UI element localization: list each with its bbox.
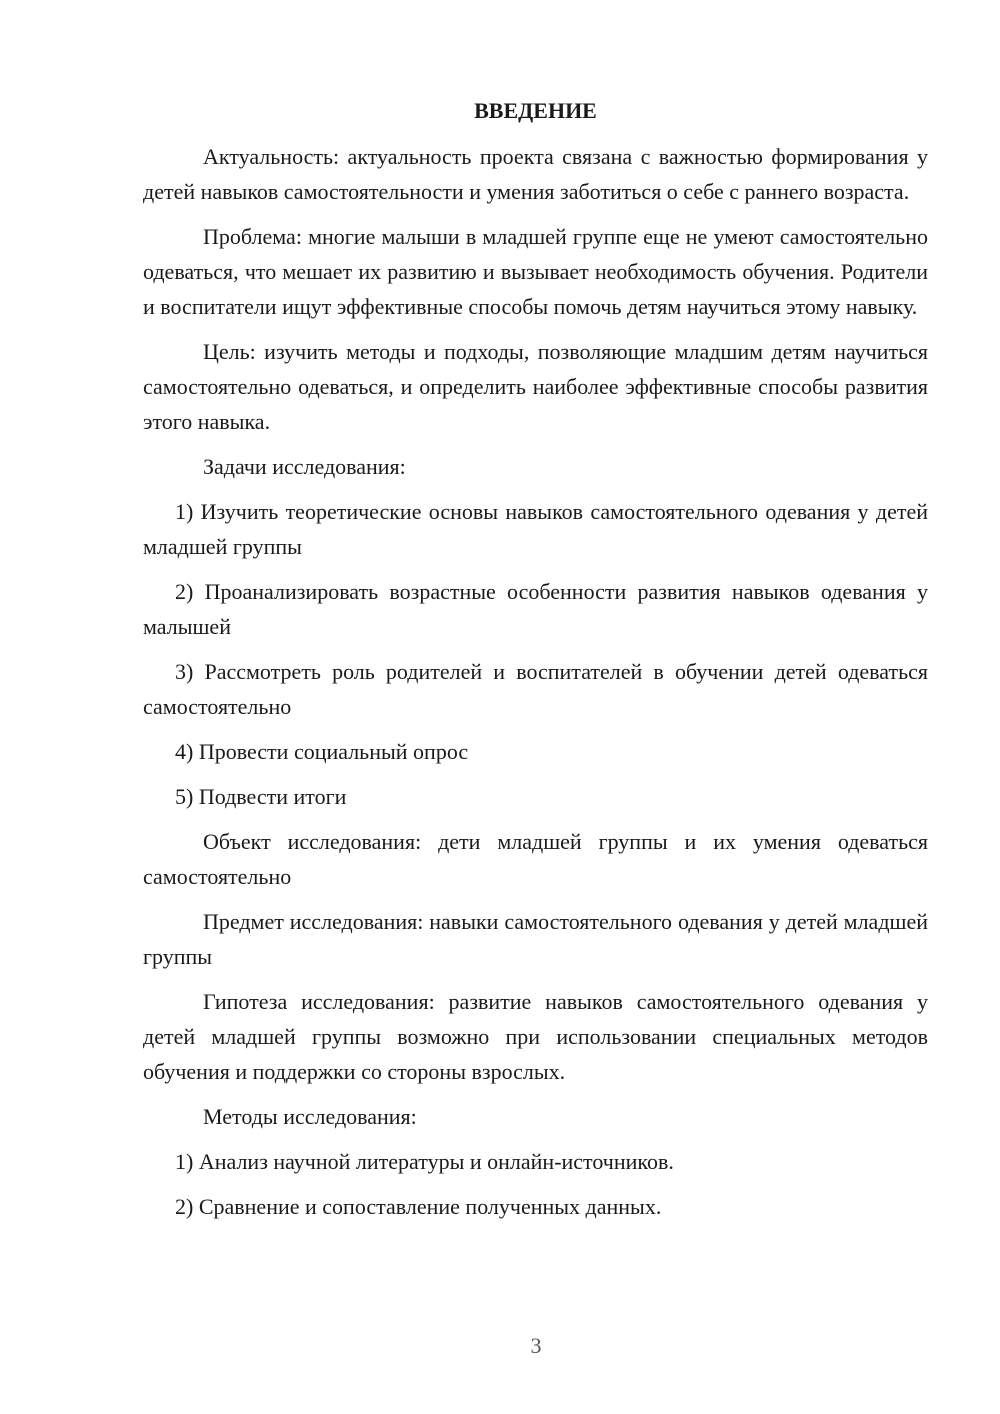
tasks-heading: Задачи исследования: <box>203 454 406 479</box>
page-number: 3 <box>530 1333 542 1358</box>
task-item-2: 2) Проанализировать возрастные особенности развития навыков одевания у малышей <box>143 579 928 639</box>
problem-paragraph: Проблема: многие малыши в младшей группе еще не умеют самостоятельно одеваться, что мешает их развитию и вызывает необходимость обучения. Родители и воспитатели ищут эффективные способы помочь детям научиться этому навыку. <box>143 224 928 319</box>
task-item-5: 5) Подвести итоги <box>175 784 347 809</box>
method-item-2: 2) Сравнение и сопоставление полученных данных. <box>175 1194 662 1219</box>
page-content <box>143 95 928 1234</box>
object-paragraph: Объект исследования: дети младшей группы и их умения одеваться самостоятельно <box>143 829 928 889</box>
task-item-1: 1) Изучить теоретические основы навыков самостоятельного одевания у детей младшей группы <box>143 499 928 559</box>
hypothesis-paragraph: Гипотеза исследования: развитие навыков самостоятельного одевания у детей младшей группы возможно при использовании специальных методов обучения и поддержки со стороны взрослых. <box>143 989 928 1084</box>
subject-paragraph: Предмет исследования: навыки самостоятельного одевания у детей младшей группы <box>143 909 928 969</box>
methods-heading: Методы исследования: <box>203 1104 417 1129</box>
relevance-paragraph: Актуальность: актуальность проекта связана с важностью формирования у детей навыков самостоятельности и умения заботиться о себе с раннего возраста. <box>143 144 928 204</box>
task-item-4: 4) Провести социальный опрос <box>175 739 469 764</box>
task-item-3: 3) Рассмотреть роль родителей и воспитателей в обучении детей одеваться самостоятельно <box>143 659 928 719</box>
goal-paragraph: Цель: изучить методы и подходы, позволяющие младшим детям научиться самостоятельно одеваться, и определить наиболее эффективные способы развития этого навыка. <box>143 339 928 434</box>
section-title: ВВЕДЕНИЕ <box>474 98 597 123</box>
method-item-1: 1) Анализ научной литературы и онлайн-источников. <box>175 1149 674 1174</box>
